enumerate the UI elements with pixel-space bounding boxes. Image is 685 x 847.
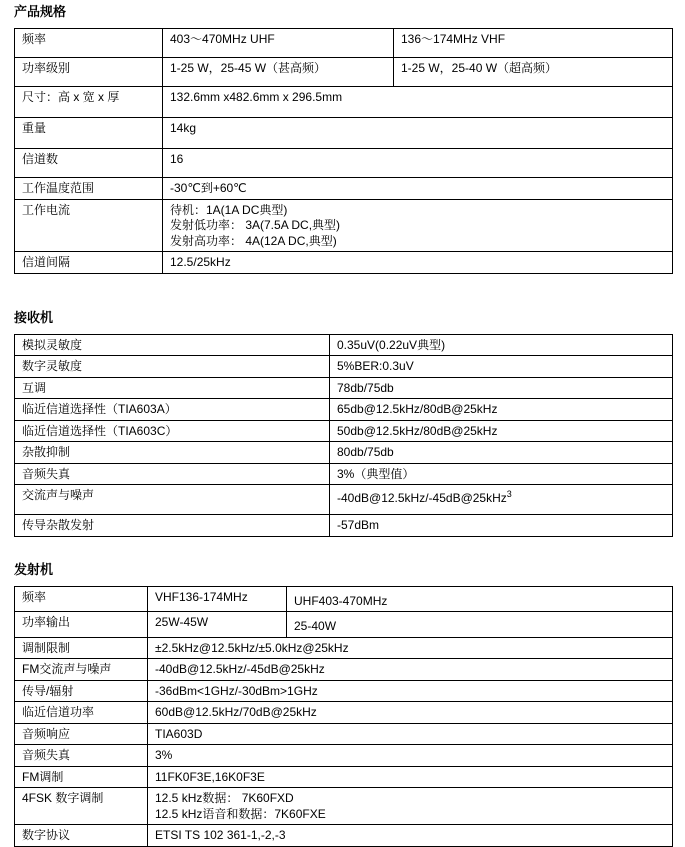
spec-label: 尺寸：高 x 宽 x 厚: [15, 87, 163, 118]
spec-row: [15, 766, 673, 788]
spec-label: 音频失真: [15, 745, 148, 767]
spec-row: [15, 702, 673, 724]
spec-value: 50db@12.5kHz/80dB@25kHz: [330, 420, 673, 442]
spec-value: 16: [163, 149, 673, 178]
spec-label: 功率输出: [15, 612, 148, 638]
spec-row: [15, 586, 673, 612]
spec-value: -57dBm: [330, 515, 673, 537]
spec-value: -40dB@12.5kHz/-45dB@25kHz: [148, 659, 673, 681]
spec-value: 3%（典型值）: [330, 463, 673, 485]
spec-row: [15, 87, 673, 118]
spec-row: [15, 745, 673, 767]
spec-label: 4FSK 数字调制: [15, 788, 148, 825]
spec-label: 重量: [15, 118, 163, 149]
spec-value: 5%BER:0.3uV: [330, 356, 673, 378]
spec-label: 临近信道选择性（TIA603A）: [15, 399, 330, 421]
spec-value: 80db/75db: [330, 442, 673, 464]
spec-value: UHF403-470MHz: [287, 586, 673, 612]
spec-value-line: 12.5 kHz语音和数据：7K60FXE: [155, 806, 326, 821]
spec-value: -36dBm<1GHz/-30dBm>1GHz: [148, 680, 673, 702]
spec-label: 工作电流: [15, 199, 163, 252]
spec-label: 信道间隔: [15, 252, 163, 274]
spec-row: [15, 58, 673, 87]
superscript-note: 3: [506, 489, 512, 499]
spec-value: 1-25 W，25-45 W（甚高频）: [163, 58, 394, 87]
spec-row: [15, 515, 673, 537]
spec-row: [15, 637, 673, 659]
spec-row: [15, 442, 673, 464]
spec-label: 交流声与噪声: [15, 485, 330, 515]
spec-label: FM交流声与噪声: [15, 659, 148, 681]
spec-row: [15, 178, 673, 200]
spec-row: [15, 788, 673, 825]
spec-label: 互调: [15, 377, 330, 399]
spec-value: ±2.5kHz@12.5kHz/±5.0kHz@25kHz: [148, 637, 673, 659]
receiver-specs-table: [14, 334, 673, 537]
spec-value-line: 12.5 kHz数据： 7K60FXD: [155, 791, 294, 805]
spec-value: 1-25 W，25-40 W（超高频）: [394, 58, 673, 87]
spec-label: 工作温度范围: [15, 178, 163, 200]
spec-row: [15, 149, 673, 178]
spec-label: 临近信道选择性（TIA603C）: [15, 420, 330, 442]
section-title-transmitter: 发射机: [14, 561, 54, 577]
section-title-product-specs: 产品规格: [14, 4, 67, 19]
spec-value: TIA603D: [148, 723, 673, 745]
spec-row: [15, 825, 673, 847]
spec-value: [148, 788, 673, 825]
spec-row: [15, 723, 673, 745]
spec-row: [15, 199, 673, 252]
spec-value: 14kg: [163, 118, 673, 149]
spec-label: 临近信道功率: [15, 702, 148, 724]
spec-label: 模拟灵敏度: [15, 334, 330, 356]
spec-value: 132.6mm x482.6mm x 296.5mm: [163, 87, 673, 118]
spec-value-line: 待机：1A(1A DC典型): [170, 202, 288, 217]
spec-label: 数字协议: [15, 825, 148, 847]
product-specs-table: [14, 28, 673, 274]
spec-label: 数字灵敏度: [15, 356, 330, 378]
spec-row: [15, 612, 673, 638]
spec-value: 0.35uV(0.22uV典型): [330, 334, 673, 356]
transmitter-specs-table: [14, 586, 673, 847]
spec-label: 频率: [15, 29, 163, 58]
spec-row: [15, 252, 673, 274]
spec-label: FM调制: [15, 766, 148, 788]
spec-value: 136～174MHz VHF: [394, 29, 673, 58]
spec-label: 功率级别: [15, 58, 163, 87]
spec-value: VHF136-174MHz: [148, 586, 287, 612]
spec-value: 3%: [148, 745, 673, 767]
section-title-receiver: 接收机: [14, 309, 54, 325]
spec-value: 12.5/25kHz: [163, 252, 673, 274]
spec-value: 25W-45W: [148, 612, 287, 638]
spec-row: [15, 377, 673, 399]
spec-label: 音频响应: [15, 723, 148, 745]
spec-row: [15, 680, 673, 702]
spec-label: 音频失真: [15, 463, 330, 485]
spec-row: [15, 356, 673, 378]
spec-value: [163, 199, 673, 252]
spec-value: 403～470MHz UHF: [163, 29, 394, 58]
spec-label: 传导/辐射: [15, 680, 148, 702]
spec-row: [15, 420, 673, 442]
spec-value: 11FK0F3E,16K0F3E: [148, 766, 673, 788]
spec-row: [15, 334, 673, 356]
spec-label: 传导杂散发射: [15, 515, 330, 537]
spec-value: -40dB@12.5kHz/-45dB@25kHz$^3$: [330, 485, 673, 515]
spec-row: [15, 399, 673, 421]
spec-value: ETSI TS 102 361-1,-2,-3: [148, 825, 673, 847]
spec-label: 杂散抑制: [15, 442, 330, 464]
section-product-specs: [14, 5, 672, 274]
section-receiver: [14, 311, 672, 537]
spec-label: 频率: [15, 586, 148, 612]
spec-value-line: 发射低功率： 3A(7.5A DC,典型): [170, 218, 341, 232]
spec-row: [15, 29, 673, 58]
spec-value: 78db/75db: [330, 377, 673, 399]
spec-value-line: 发射高功率： 4A(12A DC,典型): [170, 233, 337, 248]
spec-row: [15, 463, 673, 485]
spec-value: 60dB@12.5kHz/70dB@25kHz: [148, 702, 673, 724]
spec-label: 信道数: [15, 149, 163, 178]
spec-value: 25-40W: [287, 612, 673, 638]
section-transmitter: [14, 563, 672, 847]
spec-value: -30℃到+60℃: [163, 178, 673, 200]
spec-label: 调制限制: [15, 637, 148, 659]
spec-value: 65db@12.5kHz/80dB@25kHz: [330, 399, 673, 421]
spec-row: [15, 485, 673, 515]
spec-row: [15, 659, 673, 681]
spec-row: [15, 118, 673, 149]
